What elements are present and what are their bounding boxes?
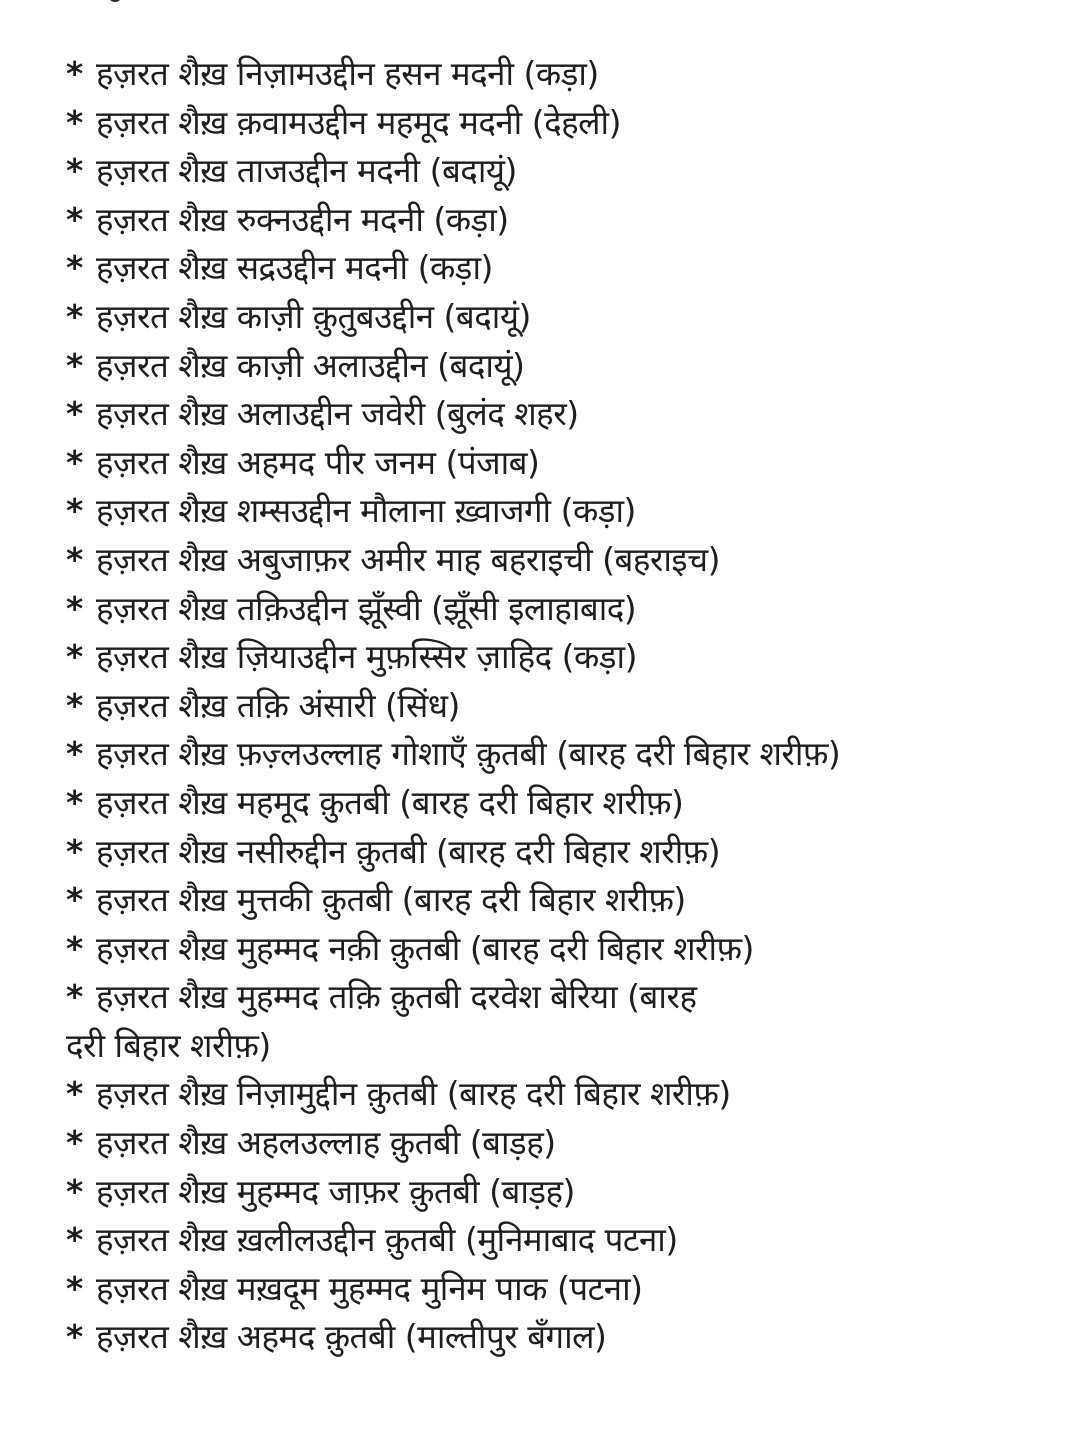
bullet-asterisk: * bbox=[66, 102, 83, 142]
list-item-text: हज़रत शैख़ काज़ी क़ुतुबउद्दीन (बदायूं) bbox=[96, 296, 531, 336]
list-item-text: हज़रत शैख़ मुहम्मद तक़ि क़ुतबी दरवेश बेरिया (बारह bbox=[96, 977, 697, 1017]
bullet-asterisk: * bbox=[66, 54, 83, 93]
list-item-text-continuation: दरी बिहार शरीफ़) bbox=[66, 1025, 271, 1065]
bullet-asterisk: * bbox=[66, 685, 83, 725]
list-item-text: हज़रत शैख़ क़वामउद्दीन महमूद मदनी (देहली) bbox=[96, 102, 621, 142]
bullet-asterisk: * bbox=[66, 1074, 83, 1114]
list-item bbox=[66, 828, 1066, 877]
list-item bbox=[66, 1119, 1066, 1168]
list-item-text: हज़रत शैख़ मुहम्मद जाफ़र क़ुतबी (बाड़ह) bbox=[96, 1171, 575, 1211]
bullet-asterisk: * bbox=[66, 1268, 83, 1308]
name-list bbox=[66, 50, 1066, 1362]
list-item bbox=[66, 439, 1066, 488]
list-item-text: हज़रत शैख़ नसीरुद्दीन क़ुतबी (बारह दरी बिहार शरीफ़) bbox=[96, 831, 721, 871]
bullet-asterisk: * bbox=[66, 880, 83, 920]
list-item-text: हज़रत शैख़ काज़ी अलाउद्दीन (बदायूं) bbox=[96, 345, 525, 385]
list-item-text: हज़रत शैख़ निज़ामउद्दीन हसन मदनी (कड़ा) bbox=[96, 54, 599, 93]
list-item bbox=[66, 487, 1066, 536]
list-item bbox=[66, 633, 1066, 682]
list-item bbox=[66, 99, 1066, 148]
list-item bbox=[66, 1216, 1066, 1265]
list-item bbox=[66, 293, 1066, 342]
bullet-asterisk: * bbox=[66, 539, 83, 579]
list-item-text: हज़रत शैख़ तक़िउद्दीन झूँस्वी (झूँसी इलाहाबाद) bbox=[96, 588, 637, 628]
bullet-asterisk: * bbox=[66, 296, 83, 336]
list-item bbox=[66, 973, 1066, 1022]
list-item-text: हज़रत शैख़ अहमद पीर जनम (पंजाब) bbox=[96, 442, 540, 482]
bullet-asterisk: * bbox=[66, 1220, 83, 1260]
list-item bbox=[66, 1265, 1066, 1314]
list-item bbox=[66, 147, 1066, 196]
list-item-text: हज़रत शैख़ अहलउल्लाह क़ुतबी (बाड़ह) bbox=[96, 1123, 556, 1163]
list-item-text: हज़रत शैख़ ख़लीलउद्दीन क़ुतबी (मुनिमाबाद पटना) bbox=[96, 1220, 678, 1260]
list-item-text: हज़रत शैख़ मुहम्मद नक़ी क़ुतबी (बारह दरी बिहार शरीफ़) bbox=[96, 928, 754, 968]
list-item-continuation bbox=[66, 1022, 1066, 1071]
bullet-asterisk: * bbox=[66, 442, 83, 482]
cropped-glyph-fragment bbox=[108, 0, 122, 2]
bullet-asterisk: * bbox=[66, 1123, 83, 1163]
list-item-text: हज़रत शैख़ ज़ियाउद्दीन मुफ़स्सिर ज़ाहिद (कड़ा) bbox=[96, 637, 637, 677]
list-item-text: हज़रत शैख़ अलाउद्दीन जवेरी (बुलंद शहर) bbox=[96, 394, 579, 434]
list-item-text: हज़रत शैख़ मुत्तकी क़ुतबी (बारह दरी बिहार शरीफ़) bbox=[96, 880, 686, 920]
bullet-asterisk: * bbox=[66, 734, 83, 774]
bullet-asterisk: * bbox=[66, 831, 83, 871]
list-item bbox=[66, 50, 1066, 99]
list-item-text: हज़रत शैख़ निज़ामुद्दीन क़ुतबी (बारह दरी बिहार शरीफ़) bbox=[96, 1074, 731, 1114]
list-item bbox=[66, 585, 1066, 634]
bullet-asterisk: * bbox=[66, 1317, 83, 1357]
list-item-text: हज़रत शैख़ तक़ि अंसारी (सिंध) bbox=[96, 685, 460, 725]
list-item-text: हज़रत शैख़ शम्सउद्दीन मौलाना ख़्वाजगी (कड़ा) bbox=[96, 491, 636, 531]
list-item bbox=[66, 876, 1066, 925]
list-item bbox=[66, 342, 1066, 391]
list-item bbox=[66, 536, 1066, 585]
list-item bbox=[66, 1070, 1066, 1119]
list-item-text: हज़रत शैख़ महमूद क़ुतबी (बारह दरी बिहार शरीफ़) bbox=[96, 782, 684, 822]
list-item bbox=[66, 1168, 1066, 1217]
bullet-asterisk: * bbox=[66, 588, 83, 628]
list-item bbox=[66, 682, 1066, 731]
list-item-text: हज़रत शैख़ रुक्नउद्दीन मदनी (कड़ा) bbox=[96, 199, 509, 239]
list-item bbox=[66, 925, 1066, 974]
bullet-asterisk: * bbox=[66, 248, 83, 288]
list-item-text: हज़रत शैख़ अहमद क़ुतबी (माल्तीपुर बँगाल) bbox=[96, 1317, 607, 1357]
bullet-asterisk: * bbox=[66, 1171, 83, 1211]
list-item-text: हज़रत शैख़ अबुजाफ़र अमीर माह बहराइची (बहराइच) bbox=[96, 539, 720, 579]
list-item-text: हज़रत शैख़ सद्रउद्दीन मदनी (कड़ा) bbox=[96, 248, 493, 288]
list-item-text: हज़रत शैख़ ताजउद्दीन मदनी (बदायूं) bbox=[96, 151, 517, 191]
list-item bbox=[66, 196, 1066, 245]
bullet-asterisk: * bbox=[66, 782, 83, 822]
list-item-text: हज़रत शैख़ मख़दूम मुहम्मद मुनिम पाक (पटना) bbox=[96, 1268, 643, 1308]
bullet-asterisk: * bbox=[66, 394, 83, 434]
bullet-asterisk: * bbox=[66, 199, 83, 239]
list-item bbox=[66, 390, 1066, 439]
bullet-asterisk: * bbox=[66, 151, 83, 191]
list-item bbox=[66, 730, 1066, 779]
bullet-asterisk: * bbox=[66, 637, 83, 677]
bullet-asterisk: * bbox=[66, 345, 83, 385]
list-item bbox=[66, 1313, 1066, 1362]
list-item bbox=[66, 244, 1066, 293]
list-item-text: हज़रत शैख़ फ़ज़्लउल्लाह गोशाएँ क़ुतबी (बारह दरी बिहार शरीफ़) bbox=[96, 734, 841, 774]
bullet-asterisk: * bbox=[66, 928, 83, 968]
list-item bbox=[66, 779, 1066, 828]
bullet-asterisk: * bbox=[66, 977, 83, 1017]
bullet-asterisk: * bbox=[66, 491, 83, 531]
